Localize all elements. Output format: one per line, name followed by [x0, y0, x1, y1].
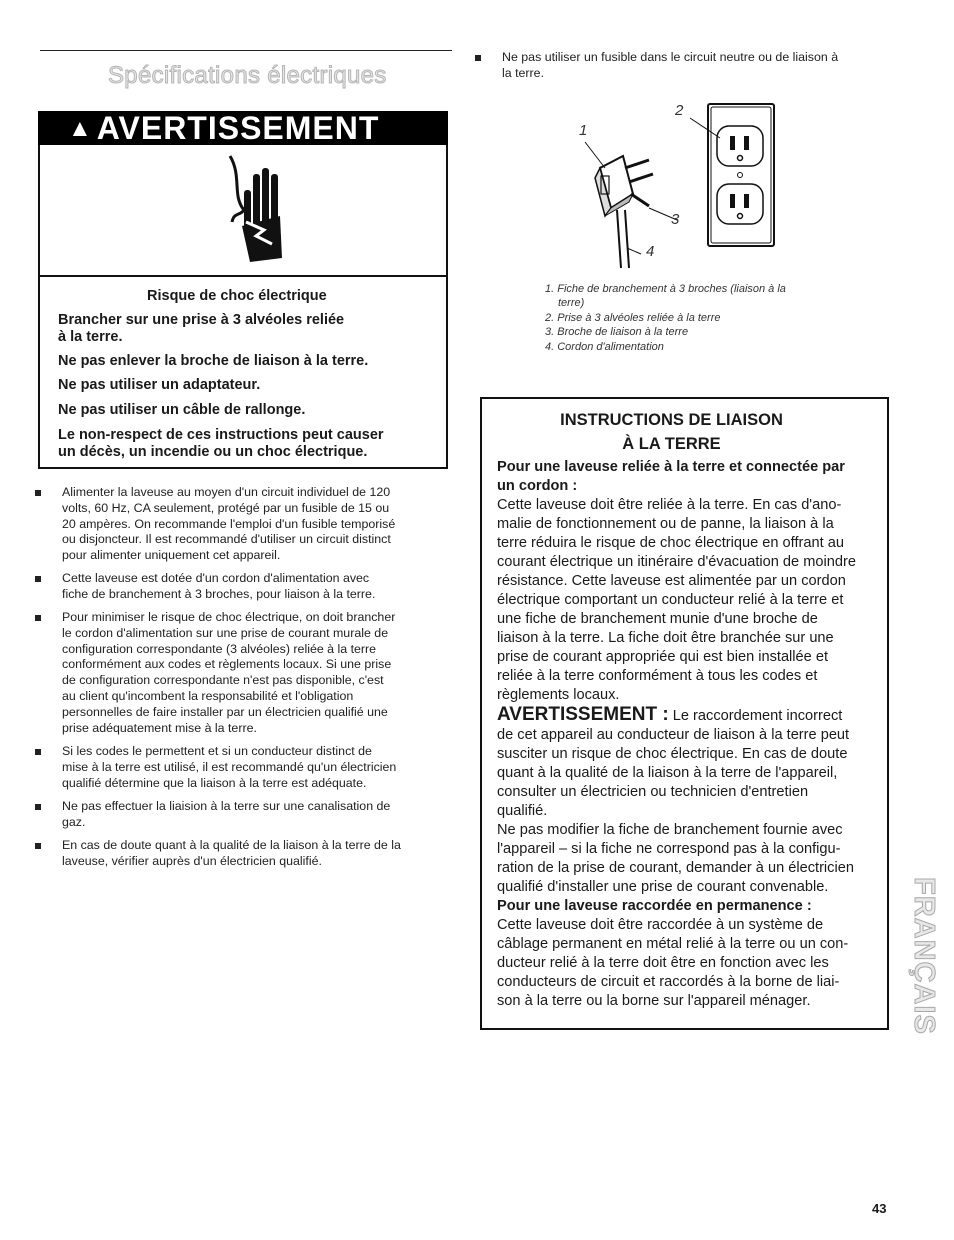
list-item: Alimenter la laveuse au moyen d'un circuit individuel de 120 volts, 60 Hz, CA seulement, protégé par un fusible de 15 ou 20 ampères. On recommande l'emploi d'un fusible temporisé ou disjoncteur. Il est recommandé d'utiliser un circuit distinct pour alimenter uniquement cet appareil. [62, 485, 395, 564]
instructions-body [497, 458, 889, 1011]
callout-3: 3 [671, 211, 680, 228]
bullet-square-icon [35, 490, 41, 496]
list-item: Ne pas utiliser un fusible dans le circuit neutre ou de liaison à la terre. [502, 50, 838, 82]
callout-1: 1 [579, 122, 588, 139]
instructions-title-line-2: À LA TERRE [622, 435, 721, 453]
list-item: Cette laveuse est dotée d'un cordon d'alimentation avec fiche de branchement à 3 broches, pour liaison à la terre. [62, 571, 375, 603]
instructions-paragraph-1: Cette laveuse doit être reliée à la terre. En cas d'ano- malie de fonctionnement ou de panne, la liaison à la terre réduira le risque de choc électrique en offrant au courant électrique un itinéraire d'évacuation de moindre résistance. Cette laveuse est alimentée par un cordon électrique comportant un conducteur relié à la terre et une fiche de branchement munie d'une broche de liaison à la terre. La fiche doit être branchée sur une prise de courant appropriée qui est bien installée et reliée à la terre conformément à tous les codes et règlements locaux. [497, 497, 856, 703]
callout-4: 4 [646, 243, 655, 260]
diagram-captions: 1. Fiche de branchement à 3 broches (liaison à la terre) 2. Prise à 3 alvéoles reliée à la terre 3. Broche de liaison à la terre 4. Cordon d'alimentation [545, 283, 786, 353]
instructions-warning-paragraph: AVERTISSEMENT : Le raccordement incorrect de cet appareil au conducteur de liaison à la terre peut susciter un risque de choc électrique. En cas de doute quant à la qualité de la liaison à la terre de l'appareil, consulter un électricien ou technicien d'entretien qualifié. [497, 704, 850, 819]
warning-line-4: Ne pas utiliser un câble de rallonge. [58, 402, 306, 418]
warning-label: AVERTISSEMENT [96, 110, 380, 146]
instructions-title-line-1: INSTRUCTIONS DE LIAISON [560, 411, 783, 429]
bullet-square-icon [35, 576, 41, 582]
callout-2: 2 [675, 102, 684, 119]
instructions-subheading-permanent: Pour une laveuse raccordée en permanence : [497, 898, 812, 914]
bullet-square-icon [35, 804, 41, 810]
warning-line-5b: un décès, un incendie ou un choc électrique. [58, 444, 368, 460]
warning-triangle-icon: ▲ [68, 115, 93, 142]
grounded-plug-diagram [565, 98, 785, 273]
warning-header [38, 111, 448, 145]
instructions-paragraph-4: Cette laveuse doit être raccordée à un système de câblage permanent en métal relié à la terre ou un con- ducteur relié à la terre doit être en fonction avec les conducteurs de circuit et raccordés à la borne de liai- son à la terre ou la borne sur l'appareil ménager. [497, 917, 849, 1009]
electric-shock-hand-icon [220, 150, 290, 270]
warning-line-2: Ne pas enlever la broche de liaison à la terre. [58, 353, 369, 369]
warning-line-3: Ne pas utiliser un adaptateur. [58, 377, 261, 393]
section-title: Spécifications électriques [108, 62, 387, 89]
bullet-square-icon [35, 749, 41, 755]
instructions-subheading-corded: Pour une laveuse reliée à la terre et connectée par un cordon : [497, 459, 845, 494]
warning-divider [38, 275, 448, 277]
bullet-square-icon [35, 615, 41, 621]
warning-line-5a: Le non-respect de ces instructions peut causer [58, 427, 384, 443]
warning-line-1a: Brancher sur une prise à 3 alvéoles reliée [58, 312, 345, 328]
bullet-square-icon [35, 843, 41, 849]
instructions-paragraph-3: Ne pas modifier la fiche de branchement fournie avec l'appareil – si la fiche ne correspond pas à la configu- ration de la prise de courant, demander à un électricien qualifié d'installer une prise de courant convenable. [497, 822, 854, 895]
bullet-square-icon [475, 55, 481, 61]
page-number: 43 [872, 1201, 887, 1216]
list-item: Pour minimiser le risque de choc électrique, on doit brancher le cordon d'alimentation sur une prise de courant murale de configuration correspondante (3 alvéoles) reliée à la terre conformément aux codes et règlements locaux. Si une prise de configuration correspondante n'est pas disponible, c'est au client qu'incombent la responsabilité et l'obligation personnelles de faire installer par un électricien qualifié une prise adéquatement mise à la terre. [62, 610, 395, 736]
risk-title: Risque de choc électrique [147, 288, 327, 304]
language-side-label: FRANÇAIS [908, 876, 940, 1035]
power-cord [617, 210, 621, 268]
list-item: Ne pas effectuer la liaision à la terre sur une canalisation de gaz. [62, 799, 390, 831]
warning-line-1b: à la terre. [58, 329, 123, 345]
list-item: Si les codes le permettent et si un conducteur distinct de mise à la terre est utilisé, il est recommandé qu'un électricien qualifié détermine que la liaison à la terre est adéquate. [62, 744, 396, 791]
list-item: En cas de doute quant à la qualité de la liaison à la terre de la laveuse, vérifier auprès d'un électricien qualifié. [62, 838, 401, 870]
instructions-warning-label: AVERTISSEMENT : [497, 704, 669, 725]
top-rule [40, 50, 452, 51]
